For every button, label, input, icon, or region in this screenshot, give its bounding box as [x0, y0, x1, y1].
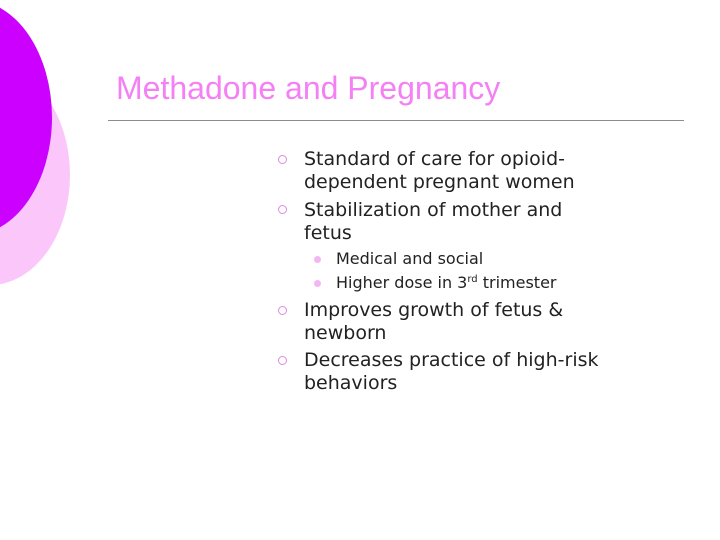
bullet-ring-icon: [278, 205, 287, 214]
bullet-ring-icon: [278, 155, 287, 164]
bullet-text-line: fetus: [304, 222, 352, 244]
slide-title: Methadone and Pregnancy: [116, 70, 501, 106]
bullet-text-line: newborn: [304, 322, 387, 344]
bullet-dot-icon: [314, 256, 321, 263]
sub-bullet-text-main: Higher dose in 3: [336, 273, 468, 292]
bullet-dot-icon: [314, 280, 321, 287]
bullet-text-line: Stabilization of mother and: [304, 199, 563, 221]
bullet-text-line: Decreases practice of high-risk: [304, 349, 599, 371]
sub-bullet-text: Medical and social: [336, 249, 484, 268]
bullet-text-line: behaviors: [304, 372, 398, 394]
bullet-text-line: Standard of care for opioid-: [304, 148, 565, 170]
bullet-text-line: Improves growth of fetus &: [304, 299, 564, 321]
bullet-ring-icon: [278, 306, 287, 315]
bullet-ring-icon: [278, 356, 287, 365]
sub-bullet-text: [336, 272, 556, 294]
bullet-text-line: dependent pregnant women: [304, 171, 575, 193]
sub-bullet-text-tail: trimester: [477, 273, 557, 292]
ordinal-superscript: rd: [467, 274, 478, 285]
